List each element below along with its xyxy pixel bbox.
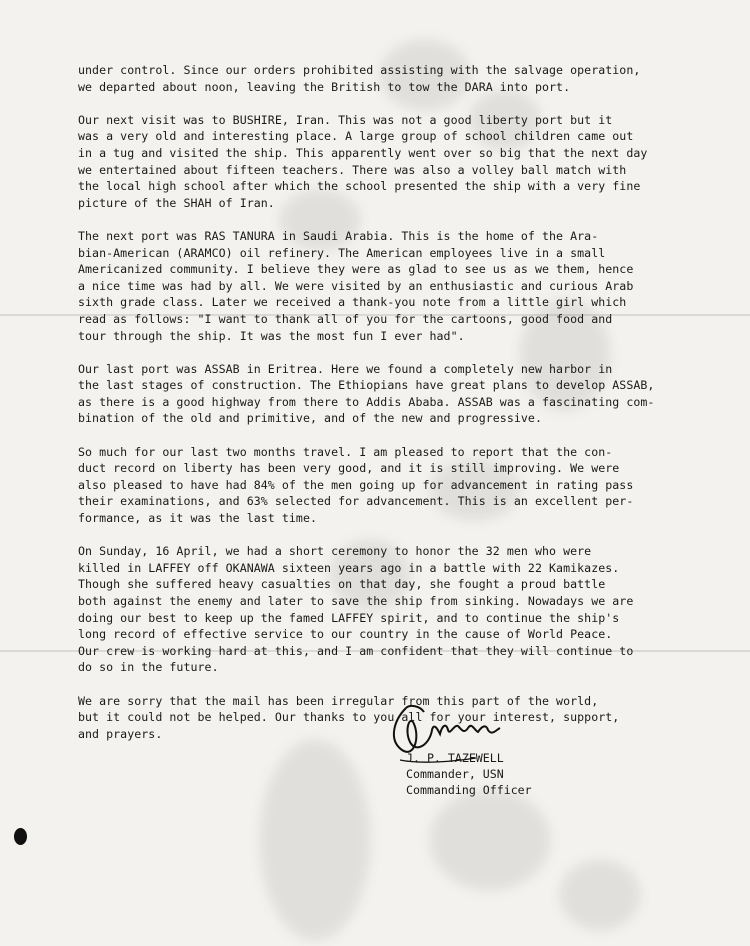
paragraph: So much for our last two months travel. I am pleased to report that the con- duct record on liberty has been very good, and it is still improving. We were also pleased to have had 84% of the men going up for advancement in rating pass their examinations, and 63% selected for advancement. This is an excellent per- formance, as it was the last time.	[78, 444, 634, 526]
paragraph: On Sunday, 16 April, we had a short ceremony to honor the 32 men who were killed in LAFFEY off OKANAWA sixteen years ago in a battle with 22 Kamikazes. Though she suffered heavy casualties on that day, she fought a proud battle both against the enemy and later to save the ship from sinking. Nowadays we are doing our best to keep up the famed LAFFEY spirit, and to continue the ship's long record of effective service to our country in the cause of World Peace. Our crew is working hard at this, and I am confident that they will continue to do so in the future.	[78, 544, 634, 675]
letter-body	[78, 62, 678, 759]
paragraph: Our last port was ASSAB in Eritrea. Here we found a completely new harbor in the last stages of construction. The Ethiopians have great plans to develop ASSAB, as there is a good highway from there to Addis Ababa. ASSAB was a fascinating com- bination of the old and primitive, and of the new and progressive.	[78, 361, 655, 426]
paper-stain	[260, 740, 370, 940]
paragraph: The next port was RAS TANURA in Saudi Arabia. This is the home of the Ara- bian-American (ARAMCO) oil refinery. The American employees live in a small Americanized community. I believe they were as glad to see us as we them, hence a nice time was had by all. We were visited by an enthusiastic and curious Arab sixth grade class. Later we received a thank-you note from a little girl which read as follows: "I want to thank all of you for the cartoons, good food and tour through the ship. It was the most fun I ever had".	[78, 228, 634, 343]
paragraph: under control. Since our orders prohibited assisting with the salvage operation, we departed about noon, leaving the British to tow the DARA into port.	[78, 63, 641, 94]
paragraph: Our next visit was to BUSHIRE, Iran. This was not a good liberty port but it was a very old and interesting place. A large group of school children came out in a tug and visited the ship. This apparently went over so big that the next day we entertained about fifteen teachers. There was also a volley ball match with the local high school after which the school presented the ship with a very fine picture of the SHAH of Iran.	[78, 112, 648, 210]
signer-title: Commanding Officer	[406, 783, 532, 797]
paper-stain	[560, 860, 640, 930]
signer-rank: Commander, USN	[406, 767, 504, 781]
paragraph: We are sorry that the mail has been irregular from this part of the world, but it could not be helped. Our thanks to you all for your interest, support, and prayers.	[78, 693, 620, 741]
punch-hole	[14, 828, 27, 845]
signer-name: J. P. TAZEWELL	[406, 751, 504, 765]
signature-block	[380, 700, 640, 810]
